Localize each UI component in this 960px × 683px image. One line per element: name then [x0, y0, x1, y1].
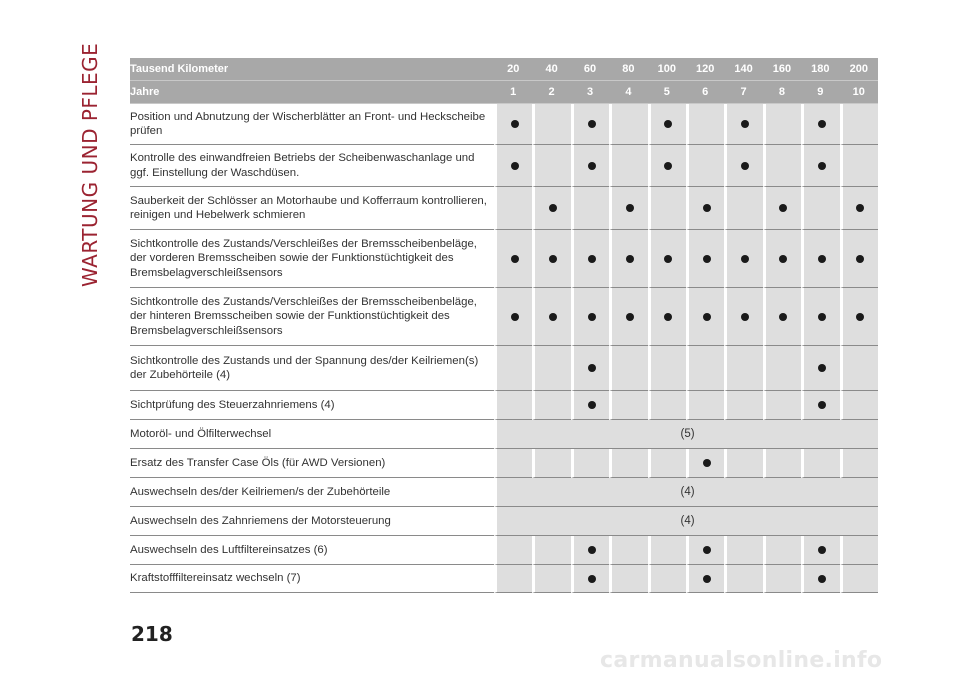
table-row [130, 507, 878, 536]
row-description: Auswechseln des/der Keilriemen/s der Zubehörteile [130, 478, 494, 507]
table-row [130, 346, 878, 391]
section-title-text: WARTUNG UND PFLEGE [78, 42, 102, 287]
interval-cell [724, 104, 762, 145]
table-row [130, 230, 878, 288]
interval-cell [801, 346, 839, 391]
table-row [130, 420, 878, 449]
interval-cell [609, 391, 647, 420]
interval-cell [532, 391, 570, 420]
check-dot-icon [779, 204, 787, 212]
interval-cell [571, 536, 609, 565]
row-description: Auswechseln des Luftfiltereinsatzes (6) [130, 536, 494, 565]
row-description: Kontrolle des einwandfreien Betriebs der Scheibenwaschanlage und ggf. Einstellung der Waschdüsen. [130, 145, 494, 187]
check-dot-icon [703, 313, 711, 321]
interval-cell [840, 449, 878, 478]
year-col: 3 [571, 81, 609, 104]
check-dot-icon [703, 546, 711, 554]
table-row [130, 478, 878, 507]
table-row [130, 104, 878, 145]
header-row-km [130, 58, 878, 81]
km-col: 120 [686, 58, 724, 81]
years-label: Jahre [130, 81, 494, 104]
year-col: 10 [840, 81, 878, 104]
interval-cell [532, 565, 570, 593]
interval-cell [763, 145, 801, 187]
interval-cell [686, 449, 724, 478]
interval-cell [801, 391, 839, 420]
check-dot-icon [703, 459, 711, 467]
interval-cell [763, 288, 801, 346]
interval-cell [609, 230, 647, 288]
interval-cell [840, 145, 878, 187]
interval-cell [648, 536, 686, 565]
interval-cell [494, 565, 532, 593]
check-dot-icon [818, 401, 826, 409]
year-col: 8 [763, 81, 801, 104]
table-row [130, 288, 878, 346]
interval-cell [571, 391, 609, 420]
check-dot-icon [741, 162, 749, 170]
interval-note: (5) [494, 420, 878, 449]
interval-cell [648, 391, 686, 420]
interval-cell [609, 145, 647, 187]
interval-cell [724, 288, 762, 346]
check-dot-icon [856, 204, 864, 212]
check-dot-icon [818, 162, 826, 170]
interval-cell [763, 230, 801, 288]
interval-cell [532, 288, 570, 346]
interval-cell [801, 230, 839, 288]
interval-cell [494, 230, 532, 288]
row-description: Sichtkontrolle des Zustands/Verschleißes der Bremsscheibenbeläge, der hinteren Bremsscheiben sowie der Funktionstüchtigkeit des Bremsbelagverschleißsensors [130, 288, 494, 346]
interval-cell [840, 230, 878, 288]
year-col: 5 [648, 81, 686, 104]
check-dot-icon [588, 401, 596, 409]
check-dot-icon [588, 255, 596, 263]
interval-cell [686, 145, 724, 187]
interval-cell [571, 346, 609, 391]
interval-cell [494, 288, 532, 346]
year-col: 7 [724, 81, 762, 104]
row-description: Position und Abnutzung der Wischerblätter an Front- und Heckscheibe prüfen [130, 104, 494, 145]
interval-cell [494, 145, 532, 187]
interval-cell [609, 288, 647, 346]
interval-cell [494, 346, 532, 391]
check-dot-icon [588, 162, 596, 170]
interval-cell [724, 230, 762, 288]
interval-cell [686, 346, 724, 391]
km-col: 200 [840, 58, 878, 81]
check-dot-icon [664, 120, 672, 128]
interval-cell [609, 565, 647, 593]
check-dot-icon [511, 313, 519, 321]
interval-cell [686, 391, 724, 420]
check-dot-icon [818, 546, 826, 554]
interval-cell [801, 536, 839, 565]
check-dot-icon [588, 546, 596, 554]
row-description: Motoröl- und Ölfilterwechsel [130, 420, 494, 449]
year-col: 1 [494, 81, 532, 104]
row-description: Sichtkontrolle des Zustands und der Spannung des/der Keilriemen(s) der Zubehörteile (4) [130, 346, 494, 391]
interval-note: (4) [494, 507, 878, 536]
check-dot-icon [818, 255, 826, 263]
check-dot-icon [703, 575, 711, 583]
interval-cell [840, 536, 878, 565]
interval-cell [724, 449, 762, 478]
interval-cell [532, 145, 570, 187]
check-dot-icon [741, 255, 749, 263]
km-col: 160 [763, 58, 801, 81]
km-col: 20 [494, 58, 532, 81]
interval-cell [571, 187, 609, 230]
interval-cell [648, 449, 686, 478]
interval-cell [686, 187, 724, 230]
check-dot-icon [779, 255, 787, 263]
table-row [130, 565, 878, 593]
interval-note: (4) [494, 478, 878, 507]
interval-cell [840, 288, 878, 346]
table-body [130, 104, 878, 593]
year-col: 6 [686, 81, 724, 104]
interval-cell [801, 288, 839, 346]
row-description: Sauberkeit der Schlösser an Motorhaube und Kofferraum kontrollieren, reinigen und Hebelwerk schmieren [130, 187, 494, 230]
check-dot-icon [818, 575, 826, 583]
check-dot-icon [626, 204, 634, 212]
km-col: 80 [609, 58, 647, 81]
interval-cell [532, 449, 570, 478]
interval-cell [724, 536, 762, 565]
km-label: Tausend Kilometer [130, 58, 494, 81]
interval-cell [609, 346, 647, 391]
interval-cell [571, 288, 609, 346]
watermark: carmanualsonline.info [600, 648, 883, 673]
interval-cell [724, 145, 762, 187]
row-description: Sichtprüfung des Steuerzahnriemens (4) [130, 391, 494, 420]
year-col: 2 [532, 81, 570, 104]
interval-cell [686, 565, 724, 593]
interval-cell [840, 565, 878, 593]
interval-cell [686, 104, 724, 145]
check-dot-icon [549, 255, 557, 263]
interval-cell [724, 187, 762, 230]
check-dot-icon [703, 204, 711, 212]
check-dot-icon [818, 364, 826, 372]
table-row [130, 536, 878, 565]
interval-cell [494, 391, 532, 420]
km-col: 100 [648, 58, 686, 81]
check-dot-icon [664, 313, 672, 321]
interval-cell [571, 449, 609, 478]
interval-cell [609, 449, 647, 478]
check-dot-icon [626, 255, 634, 263]
table-row [130, 449, 878, 478]
interval-cell [763, 104, 801, 145]
interval-cell [532, 536, 570, 565]
interval-cell [609, 104, 647, 145]
interval-cell [532, 230, 570, 288]
interval-cell [494, 187, 532, 230]
interval-cell [609, 536, 647, 565]
interval-cell [648, 104, 686, 145]
table-row [130, 145, 878, 187]
interval-cell [648, 288, 686, 346]
interval-cell [763, 391, 801, 420]
row-description: Auswechseln des Zahnriemens der Motorsteuerung [130, 507, 494, 536]
interval-cell [571, 104, 609, 145]
interval-cell [724, 391, 762, 420]
check-dot-icon [588, 364, 596, 372]
check-dot-icon [664, 162, 672, 170]
interval-cell [532, 104, 570, 145]
header-row-years [130, 81, 878, 104]
check-dot-icon [549, 204, 557, 212]
year-col: 9 [801, 81, 839, 104]
interval-cell [686, 230, 724, 288]
interval-cell [763, 346, 801, 391]
row-description: Kraftstofffiltereinsatz wechseln (7) [130, 565, 494, 593]
interval-cell [840, 346, 878, 391]
interval-cell [763, 449, 801, 478]
interval-cell [494, 104, 532, 145]
km-col: 180 [801, 58, 839, 81]
interval-cell [763, 536, 801, 565]
table-row [130, 187, 878, 230]
check-dot-icon [588, 120, 596, 128]
interval-cell [571, 565, 609, 593]
row-description: Ersatz des Transfer Case Öls (für AWD Versionen) [130, 449, 494, 478]
check-dot-icon [856, 313, 864, 321]
km-col: 140 [724, 58, 762, 81]
interval-cell [724, 565, 762, 593]
check-dot-icon [664, 255, 672, 263]
check-dot-icon [856, 255, 864, 263]
interval-cell [801, 449, 839, 478]
interval-cell [609, 187, 647, 230]
check-dot-icon [549, 313, 557, 321]
check-dot-icon [741, 120, 749, 128]
interval-cell [801, 145, 839, 187]
interval-cell [532, 187, 570, 230]
interval-cell [840, 187, 878, 230]
check-dot-icon [511, 120, 519, 128]
interval-cell [724, 346, 762, 391]
interval-cell [801, 187, 839, 230]
check-dot-icon [588, 575, 596, 583]
km-col: 40 [532, 58, 570, 81]
interval-cell [494, 449, 532, 478]
interval-cell [648, 187, 686, 230]
check-dot-icon [588, 313, 596, 321]
interval-cell [686, 536, 724, 565]
interval-cell [801, 565, 839, 593]
table-row [130, 391, 878, 420]
interval-cell [571, 145, 609, 187]
interval-cell [801, 104, 839, 145]
check-dot-icon [511, 162, 519, 170]
interval-cell [571, 230, 609, 288]
interval-cell [648, 565, 686, 593]
interval-cell [840, 391, 878, 420]
interval-cell [648, 230, 686, 288]
check-dot-icon [818, 120, 826, 128]
check-dot-icon [703, 255, 711, 263]
interval-cell [494, 536, 532, 565]
check-dot-icon [511, 255, 519, 263]
row-description: Sichtkontrolle des Zustands/Verschleißes der Bremsscheibenbeläge, der vorderen Bremsscheiben sowie der Funktionstüchtigkeit des Bremsbelagverschleißsensors [130, 230, 494, 288]
interval-cell [763, 187, 801, 230]
interval-cell [763, 565, 801, 593]
maintenance-table [130, 58, 878, 593]
check-dot-icon [818, 313, 826, 321]
check-dot-icon [779, 313, 787, 321]
interval-cell [686, 288, 724, 346]
interval-cell [840, 104, 878, 145]
km-col: 60 [571, 58, 609, 81]
year-col: 4 [609, 81, 647, 104]
interval-cell [648, 346, 686, 391]
check-dot-icon [626, 313, 634, 321]
check-dot-icon [741, 313, 749, 321]
page-number: 218 [131, 622, 173, 646]
interval-cell [532, 346, 570, 391]
interval-cell [648, 145, 686, 187]
